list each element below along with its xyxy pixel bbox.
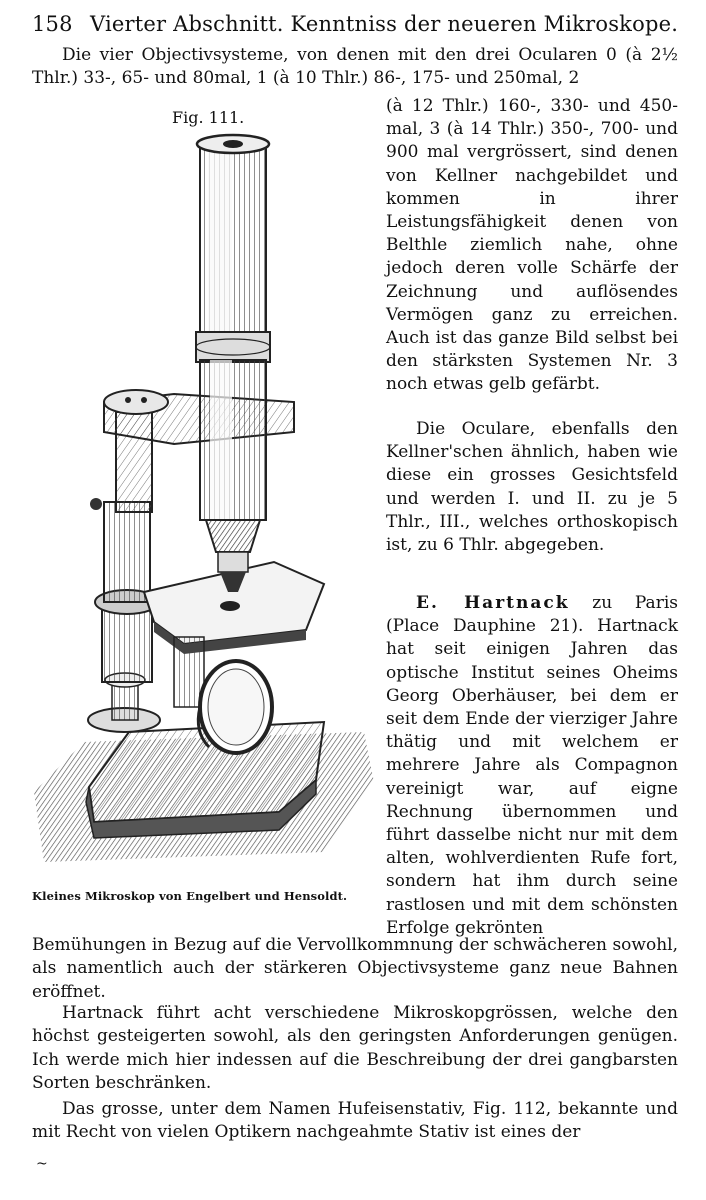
- microscope-engraving-icon: [24, 132, 384, 882]
- running-title: Vierter Abschnitt. Kenntniss der neueren Mikroskope.: [90, 12, 679, 36]
- column-paragraph-1: (à 12 Thlr.) 160-, 330- und 450-mal, 3 (à 14 Thlr.) 350-, 700- und 900 mal vergrössert, sind denen von Kellner nachgebildet und kommen in ihrer Leistungsfähigkeit denen von Belthle ziemlich nahe, ohne jedoch deren volle Schärfe der Zeichnung und auflösendes Vermögen ganz zu erreichen. Auch ist das ganze Bild selbst bei den stärksten Systemen Nr. 3 noch etwas gelb gefärbt.: [386, 96, 678, 395]
- figure-caption: Kleines Mikroskop von Engelbert und Hensoldt.: [32, 889, 348, 903]
- body-paragraph-5: Das grosse, unter dem Namen Hufeisenstativ, Fig. 112, bekannte und mit Recht von vielen Optikern nachgeahmte Stativ ist eines der: [32, 1099, 678, 1143]
- body-paragraph-4: Hartnack führt acht verschiedene Mikroskopgrössen, welche den höchst gesteigerten sowohl, als den geringsten Anforderungen genügen. Ich werde mich hier indessen auf die Beschreibung der drei gangbarsten Sorten beschränken.: [32, 1003, 678, 1094]
- continuation-paragraph: Bemühungen in Bezug auf die Vervollkommnung der schwächeren sowohl, als namentlich auch der stärkeren Objectivsysteme ganz neue Bahnen eröffnet.: [32, 935, 678, 1002]
- intro-paragraph: Die vier Objectivsysteme, von denen mit den drei Ocularen 0 (à 2½ Thlr.) 33-, 65- und 80mal, 1 (à 10 Thlr.) 86-, 175- und 250mal, 2: [32, 45, 678, 89]
- column-paragraph-3-text: zu Paris (Place Dauphine 21). Hartnack hat seit einigen Jahren das optische Institut seines Oheims Georg Oberhäuser, bei dem er seit dem Ende der vierziger Jahre thätig und mit welchem er mehrere Jahre als Compagnon vereinigt war, auf eigne Rechnung übernommen und führt dasselbe nicht nur mit dem alten, wohlverdienten Rufe fort, sondern hat ihm durch seine rastlosen und mit dem schönsten Erfolge gekrönten: [386, 593, 678, 938]
- column-paragraph-3: [386, 592, 678, 940]
- footer-mark: ~: [36, 1156, 48, 1172]
- figure-label: Fig. 111.: [172, 108, 245, 127]
- page-number: 158: [32, 12, 73, 36]
- section-heading: E. Hartnack: [416, 593, 570, 613]
- column-paragraph-2: Die Oculare, ebenfalls den Kellner'schen ähnlich, haben wie diese ein grosses Gesichtsfeld und werden I. und II. zu je 5 Thlr., III., welches orthoskopisch ist, zu 6 Thlr. abgegeben.: [386, 419, 678, 556]
- running-header: [32, 6, 679, 40]
